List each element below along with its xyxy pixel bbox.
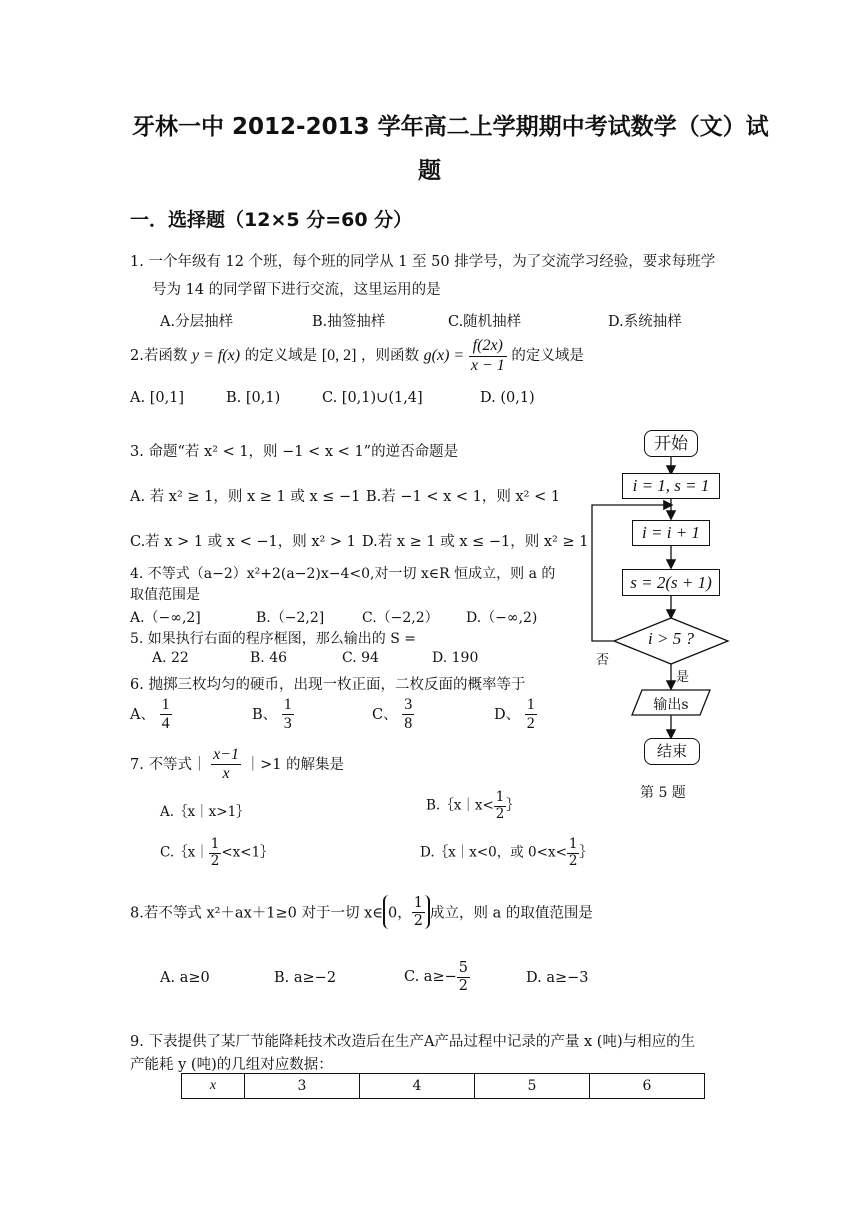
q5-option-d: D. 190: [432, 650, 479, 666]
q6-option-c-fraction: [402, 696, 414, 734]
q4-option-c: C.（−2,2）: [362, 610, 439, 626]
q3-option-b: B.若 −1 < x < 1，则 x² < 1: [366, 489, 561, 505]
q7-b-text-1: B.｛x｜x<: [426, 797, 494, 814]
q7-den: x: [222, 765, 230, 783]
q4-option-d: D.（−∞,2): [466, 610, 538, 626]
table-header-cell: x: [182, 1074, 245, 1099]
q2-fraction: [469, 337, 507, 375]
page-title-line2: 题: [418, 158, 441, 184]
q2-fraction-denominator: x − 1: [470, 356, 505, 374]
q7-stem: [130, 746, 344, 784]
table-row: [182, 1074, 705, 1099]
flowchart-condition: i > 5 ?: [648, 629, 694, 648]
q8-stem: [130, 895, 593, 929]
q7-num: x−1: [211, 746, 241, 765]
q8-option-c: [404, 960, 470, 994]
q6-a-num: 1: [160, 696, 172, 715]
q6-c-num: 3: [402, 696, 414, 715]
q2-text-1: 2.若函数: [130, 348, 188, 364]
q7-d-den: 2: [568, 852, 578, 869]
q8-c-text: C. a≥−: [404, 969, 457, 986]
flowchart-output: 输出s: [653, 697, 689, 713]
section-heading: 一．选择题（12×5 分=60 分）: [130, 209, 413, 231]
q7-d-text-2: ｝: [579, 844, 593, 861]
q2-stem: [130, 334, 584, 378]
q3-option-a: A. 若 x² ≥ 1，则 x ≥ 1 或 x ≤ −1: [130, 489, 361, 505]
q2-text-3: ，则函数: [361, 348, 420, 364]
q6-d-den: 2: [526, 715, 535, 733]
q8-option-b: B. a≥−2: [274, 970, 337, 986]
q6-option-b-label: B、: [252, 706, 278, 723]
flowchart-yes-label: 是: [676, 670, 690, 685]
q7-c-fraction: [209, 837, 222, 869]
q7-c-text-2: <x<1｝: [221, 844, 274, 861]
table-cell: 6: [590, 1074, 705, 1099]
q2-math-3: g(x) =: [423, 347, 465, 364]
q6-stem: 6. 抛掷三枚均匀的硬币，出现一枚正面，二枚反面的概率等于: [130, 677, 526, 693]
q2-text-2: 的定义域是: [244, 348, 318, 364]
q2-text-4: 的定义域是: [511, 348, 584, 364]
q6-option-d: [494, 696, 537, 734]
q1-option-c: C.随机抽样: [448, 314, 522, 330]
flowchart-end: 结束: [644, 738, 700, 765]
q9-stem-line1: 9. 下表提供了某厂节能降耗技术改造后在生产A产品过程中记录的产量 x (吨)与相应的生: [130, 1034, 696, 1050]
q8-option-a: A. a≥0: [160, 970, 210, 986]
q2-option-d: D. (0,1): [480, 390, 535, 406]
q3-option-d: D.若 x ≥ 1 或 x ≤ −1，则 x² ≥ 1: [362, 534, 589, 550]
q9-data-table: [181, 1073, 705, 1099]
q8-c-den: 2: [458, 977, 468, 994]
q2-math-1: y = f(x): [191, 347, 241, 364]
q9-stem-line2: 产能耗 y (吨)的几组对应数据：: [130, 1057, 333, 1073]
q7-d-text-1: D.｛x｜x<0，或 0<x<: [420, 844, 567, 861]
q4-stem-line1: 4. 不等式（a−2）x²+2(a−2)x−4<0,对一切 x∈R 恒成立，则 a 的: [130, 566, 556, 582]
table-cell: 4: [360, 1074, 475, 1099]
q8-interval-fraction: [412, 895, 425, 929]
table-cell: 3: [245, 1074, 360, 1099]
q7-b-num: 1: [495, 789, 505, 805]
table-cell: 5: [475, 1074, 590, 1099]
q8-interval-den: 2: [413, 912, 423, 929]
q5-option-c: C. 94: [342, 650, 379, 666]
q7-c-num: 1: [210, 836, 220, 852]
flowchart-caption: 第 5 题: [640, 785, 686, 801]
q8-text-1: 8.若不等式 x²＋ax＋1≥0 对于一切 x∈: [130, 905, 383, 922]
q5-option-b: B. 46: [250, 650, 288, 666]
q3-stem: 3. 命题“若 x² < 1，则 −1 < x < 1”的逆否命题是: [130, 444, 459, 460]
q2-option-c: C. [0,1)∪(1,4]: [322, 390, 423, 406]
q2-option-b: B. [0,1): [226, 390, 281, 406]
q7-b-den: 2: [495, 805, 505, 822]
q5-stem: 5. 如果执行右面的程序框图，那么输出的 S =: [130, 631, 417, 647]
q7-option-c: [160, 837, 274, 869]
q8-option-d: D. a≥−3: [526, 970, 589, 986]
q2-math-2: [0, 2]: [321, 347, 357, 364]
flowchart-step-update: s = 2(s + 1): [622, 569, 720, 596]
q4-option-b: B.（−2,2]: [256, 610, 325, 626]
q7-b-fraction: [494, 790, 507, 822]
q8-interval-num: 1: [413, 895, 423, 911]
q6-option-c: [372, 696, 414, 734]
q6-c-den: 8: [404, 715, 413, 733]
q7-b-text-2: ｝: [506, 797, 520, 814]
q7-option-b: [426, 790, 520, 822]
q6-option-a-label: A、: [130, 706, 155, 723]
q6-option-c-label: C、: [372, 706, 398, 723]
q8-interval: [383, 895, 430, 929]
q7-fraction: [211, 746, 241, 784]
q6-d-num: 1: [525, 696, 537, 715]
q4-stem-line2: 取值范围是: [130, 587, 200, 603]
q8-interval-left: 0，: [388, 905, 412, 922]
page-title-line1: 牙林一中 2012-2013 学年高二上学期期中考试数学（文）试: [132, 114, 769, 140]
q3-option-c: C.若 x > 1 或 x < −1，则 x² > 1: [130, 534, 356, 550]
q4-option-a: A.（−∞,2]: [130, 610, 201, 626]
q8-c-num: 5: [458, 960, 468, 976]
q7-option-d: [420, 837, 593, 869]
flowchart-init: i = 1, s = 1: [622, 473, 720, 499]
q7-option-a: A.｛x｜x>1｝: [160, 804, 250, 820]
q6-option-d-label: D、: [494, 706, 521, 723]
flowchart-no-label: 否: [596, 653, 610, 668]
flowchart-start: 开始: [644, 430, 698, 457]
q1-option-d: D.系统抽样: [608, 314, 682, 330]
q1-option-b: B.抽签抽样: [312, 314, 386, 330]
q6-b-den: 3: [283, 715, 292, 733]
q6-option-d-fraction: [525, 696, 537, 734]
q8-c-fraction: [457, 960, 470, 994]
q7-c-text-1: C.｛x｜: [160, 844, 209, 861]
q2-fraction-numerator: f(2x): [469, 337, 507, 356]
q1-stem-line1: 1. 一个年级有 12 个班，每个班的同学从 1 至 50 排学号，为了交流学习经验，要求每班学: [130, 254, 716, 270]
q6-a-den: 4: [161, 715, 170, 733]
flowchart-step-increment: i = i + 1: [632, 520, 710, 546]
q7-text-2: ｜>1 的解集是: [245, 756, 345, 773]
q1-option-a: A.分层抽样: [160, 314, 234, 330]
flowchart: [580, 425, 750, 825]
q7-d-num: 1: [568, 836, 578, 852]
q6-option-b: [252, 696, 294, 734]
q6-option-a: [130, 696, 172, 734]
q2-option-a: A. [0,1]: [130, 390, 185, 406]
q1-stem-line2: 号为 14 的同学留下进行交流，这里运用的是: [152, 282, 441, 298]
q6-option-b-fraction: [282, 696, 294, 734]
q6-b-num: 1: [282, 696, 294, 715]
q5-option-a: A. 22: [152, 650, 189, 666]
q8-text-2: 成立，则 a 的取值范围是: [429, 905, 593, 922]
q7-d-fraction: [567, 837, 580, 869]
q7-c-den: 2: [210, 852, 220, 869]
q7-text-1: 7. 不等式｜: [130, 756, 207, 773]
q6-option-a-fraction: [160, 696, 172, 734]
